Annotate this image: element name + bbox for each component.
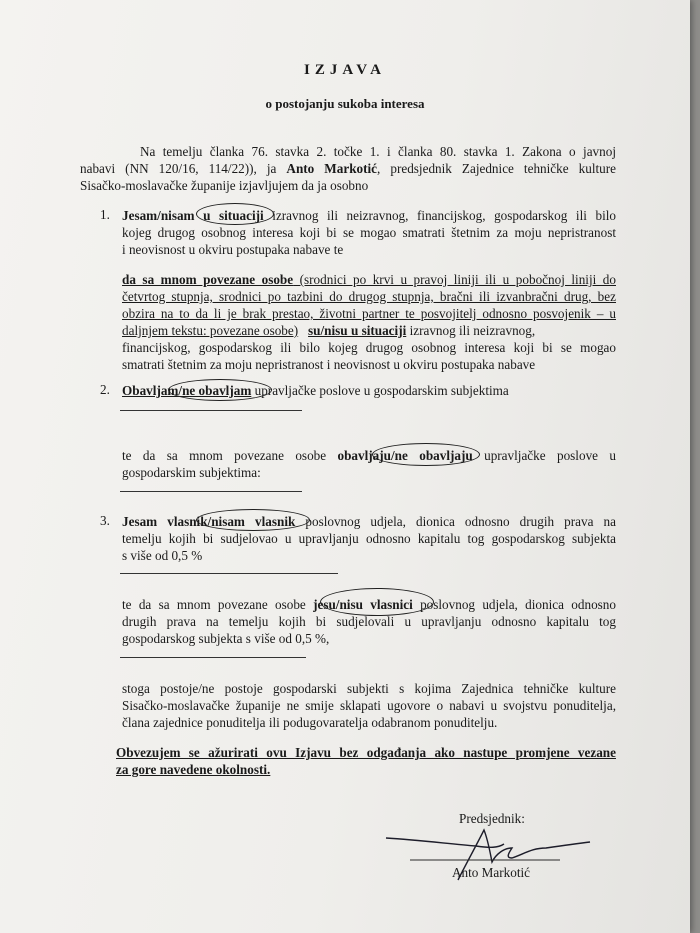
item-1-related-line-1 xyxy=(122,271,616,288)
item-3-related-line-3: gospodarskog subjekta s više od 0,5 %, xyxy=(122,631,330,646)
item-2-related-line-2: gospodarskim subjektima: xyxy=(122,465,261,480)
item-1-related-text-end: daljnjem tekstu: povezane osobe) xyxy=(122,323,299,338)
item-3-related-text: te da sa mnom povezane osobe xyxy=(122,597,314,612)
handwritten-signature xyxy=(380,818,600,898)
document-subtitle: o postojanju sukoba interesa xyxy=(265,96,425,111)
item-1-related-line-4 xyxy=(122,322,616,339)
blank-line xyxy=(120,491,302,492)
item-1-closing-line-2: smatrati štetnim za moju nepristranost i neovisnost u okviru postupaka nabave xyxy=(122,357,536,372)
item-3-related-line-2: drugih prava na temelju kojih bi sudjelovali u upravljanju odnosno kapitalu tog xyxy=(122,614,616,629)
item-1-choice: Jesam/nisam u situaciji xyxy=(122,208,264,223)
item-2-number: 2. xyxy=(100,382,110,397)
item-1-related-line-2: četvrtog stupnja, srodnici po tazbini do drugog stupnja, bračni ili izvanbračni drug, bez xyxy=(122,289,616,304)
item-3-related-choice: jesu/nisu vlasnici xyxy=(313,597,413,612)
item-2-choice: Obavljam/ne obavljam xyxy=(122,383,252,398)
intro-line-1: Na temelju članka 76. stavka 2. točke 1. i članka 80. stavka 1. Zakona o javnoj xyxy=(140,144,616,159)
item-1-related-lead: da sa mnom povezane osobe xyxy=(122,272,294,287)
item-1-related-choice: su/nisu u situaciji xyxy=(308,323,407,338)
item-3-choice: Jesam vlasnik/nisam vlasnik xyxy=(122,514,296,529)
item-2-related-choice: obavljaju/ne obavljaju xyxy=(337,448,473,463)
blank-line xyxy=(120,410,302,411)
item-1-closing-line-1: financijskog, gospodarskog ili bilo kojeg drugog osobnog interesa koji bi se mogao xyxy=(122,340,616,355)
commitment-line-1: Obvezujem se ažurirati ovu Izjavu bez odgađanja ako nastupe promjene vezane xyxy=(116,745,616,760)
item-2-related-line-1 xyxy=(122,447,616,464)
intro-line-2 xyxy=(80,160,616,177)
item-3-line-3: s više od 0,5 % xyxy=(122,548,203,563)
blank-line xyxy=(120,573,338,574)
item-3-line-2: temelju kojih bi sudjelovao u upravljanju odnosno kapitalu tog gospodarskog subjekta xyxy=(122,531,616,546)
conclusion-line-1: stoga postoje/ne postoje gospodarski subjekti s kojima Zajednica tehničke kulture xyxy=(122,681,616,696)
signatory-name: Anto Markotić xyxy=(452,865,531,880)
commitment-line-2: za gore navedene okolnosti. xyxy=(116,762,271,777)
item-1-line-3: i neovisnost u okviru postupaka nabave te xyxy=(122,242,344,257)
item-2-text: upravljačke poslove u gospodarskim subjektima xyxy=(251,383,509,398)
conclusion-line-3: člana zajednice ponuditelja ili podugovaratelja odabranom ponuditelju. xyxy=(122,715,498,730)
choice-circle xyxy=(168,379,272,401)
item-1-text: izravnog ili neizravnog, financijskog, gospodarskog ili bilo xyxy=(263,208,616,223)
item-1-related-line-3: obzira na to da li je brak prestao, životni partner te posvojitelj odnosno posvojenik – u xyxy=(122,306,616,321)
item-2-related-tail: upravljačke poslove u xyxy=(472,448,616,463)
declarant-name: Anto Markotić xyxy=(286,161,378,176)
intro-text-role: , predsjednik Zajednice tehničke kulture xyxy=(377,161,616,176)
conclusion-line-2: Sisačko-moslavačke županije ne smije sklapati ugovore o nabavi u svojstvu ponuditelja, xyxy=(122,698,616,713)
item-1-number: 1. xyxy=(100,207,110,222)
intro-text: nabavi (NN 120/16, 114/22)), ja xyxy=(80,161,287,176)
choice-circle xyxy=(196,509,310,531)
item-3-number: 3. xyxy=(100,513,110,528)
item-1-line-2: kojeg drugog osobnog interesa koji bi se mogao smatrati štetnim za moju nepristranost xyxy=(122,225,616,240)
document-title: IZJAVA xyxy=(304,62,386,78)
choice-circle xyxy=(372,443,480,466)
item-3-related-tail: poslovnog udjela, dionica odnosno xyxy=(412,597,616,612)
item-2-related-text: te da sa mnom povezane osobe xyxy=(122,448,338,463)
item-1-related-tail: izravnog ili neizravnog, xyxy=(406,323,536,338)
item-3-text: poslovnog udjela, dionica odnosno drugih prava na xyxy=(295,514,616,529)
item-1-related-text: (srodnici po krvi u pravoj liniji ili u pobočnoj liniji do xyxy=(293,272,616,287)
intro-line-3: Sisačko-moslavačke županije izjavljujem da ja osobno xyxy=(80,178,369,193)
choice-circle xyxy=(320,588,434,616)
blank-line xyxy=(120,657,306,658)
signature-role: Predsjednik: xyxy=(459,811,525,826)
choice-circle xyxy=(196,203,274,225)
